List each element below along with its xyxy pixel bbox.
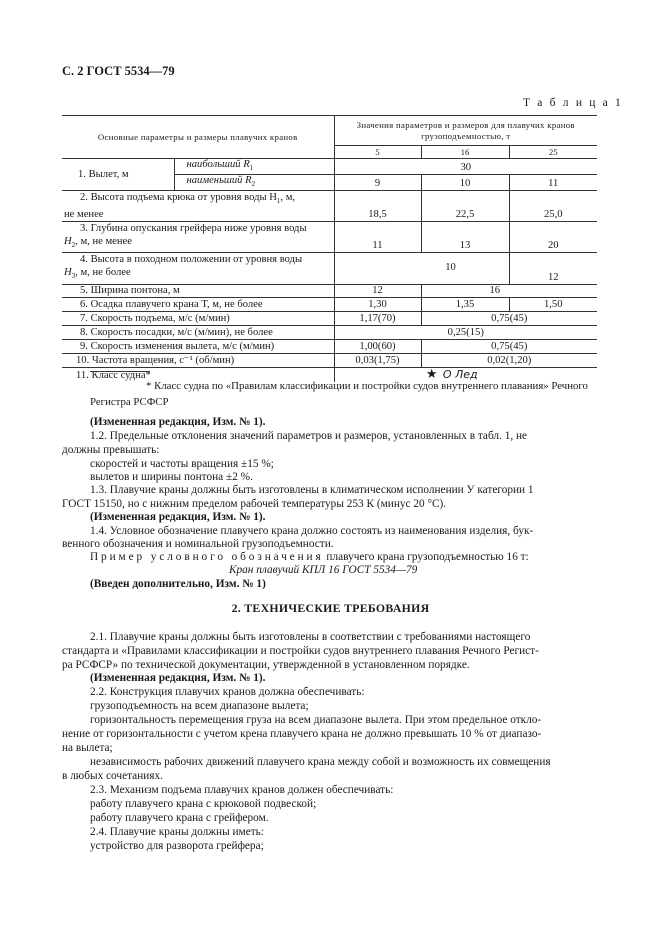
row-outreach-min-label: наименьший $R_2$ bbox=[174, 175, 334, 191]
tolerance-speed: скоростей и частоты вращения ±15 %; bbox=[90, 458, 274, 470]
row-outreach-label: 1. Вылет, м bbox=[62, 159, 174, 191]
paragraph-1-4: 1.4. Условное обозначение плавучего крана должно состоять из наименования изделия, бук- bbox=[90, 525, 534, 537]
row-vessel-class-label: 11. Класс судна* bbox=[62, 367, 334, 382]
row-outreach-speed-label: 9. Скорость изменения вылета, м/с (м/мин) bbox=[62, 339, 334, 353]
row-draft-5: 1,30 bbox=[334, 297, 421, 311]
paragraph-2-2: 2.2. Конструкция плавучих кранов должна обеспечивать: bbox=[90, 686, 365, 698]
row-outreach-min-16: 10 bbox=[421, 175, 509, 191]
capacity-16: 16 bbox=[421, 146, 509, 159]
row-draft-label: 6. Осадка плавучего крана T, м, не более bbox=[62, 297, 334, 311]
list-capacity: грузоподъемность на всем диапазоне вылета; bbox=[90, 700, 309, 712]
paragraph-2-3: 2.3. Механизм подъема плавучих кранов должен обеспечивать: bbox=[90, 784, 394, 796]
list-horizontality-cont1: нение от горизонтальности с учетом крена плавучего крана не должно превышать 10 % от диапазо- bbox=[62, 728, 542, 740]
row-outreach-max-value: 30 bbox=[334, 159, 597, 175]
list-horizontality-cont2: на вылета; bbox=[62, 742, 113, 754]
row-lift-speed-label: 7. Скорость подъема, м/с (м/мин) bbox=[62, 311, 334, 325]
amendment-note-3: (Введен дополнительно, Изм. № 1) bbox=[90, 578, 266, 590]
capacity-25: 25 bbox=[509, 146, 597, 159]
page-header: С. 2 ГОСТ 5534—79 bbox=[62, 64, 175, 78]
paragraph-1-2-cont: должны превышать: bbox=[62, 444, 160, 456]
paragraph-1-2: 1.2. Предельные отклонения значений параметров и размеров, установленных в табл. 1, не bbox=[90, 430, 528, 442]
amendment-note-1: (Измененная редакция, Изм. № 1). bbox=[90, 416, 266, 428]
parameters-table bbox=[62, 115, 597, 382]
designation-code: Кран плавучий КПЛ 16 ГОСТ 5534—79 bbox=[229, 564, 418, 576]
row-outreach-speed-5: 1,00(60) bbox=[334, 339, 421, 353]
table-caption: Т а б л и ц а 1 bbox=[523, 97, 624, 109]
row-landing-speed-label: 8. Скорость посадки, м/с (м/мин), не более bbox=[62, 325, 334, 339]
row-outreach-max-label: наибольший $R_1$ bbox=[174, 159, 334, 175]
row-grab-depth-label: 3. Глубина опускания грейфера ниже уровня воды $H_2$, м, не менее bbox=[62, 222, 334, 253]
row-hook-height-5: 18,5 bbox=[334, 191, 421, 222]
row-draft-16: 1,35 bbox=[421, 297, 509, 311]
row-outreach-speed-16-25: 0,75(45) bbox=[421, 339, 597, 353]
amendment-note-4: (Измененная редакция, Изм. № 1). bbox=[90, 672, 266, 684]
row-grab-depth-25: 20 bbox=[509, 222, 597, 253]
row-pontoon-width-label: 5. Ширина понтона, м bbox=[62, 284, 334, 297]
row-outreach-min-25: 11 bbox=[509, 175, 597, 191]
row-transport-height-5-16: 10 bbox=[334, 253, 509, 284]
capacity-5: 5 bbox=[334, 146, 421, 159]
tolerance-outreach: вылетов и ширины понтона ±2 %. bbox=[90, 471, 253, 483]
values-header: Значения параметров и размеров для плавучих кранов грузоподъемностью, т bbox=[334, 116, 597, 146]
row-rotation-label: 10. Частота вращения, с⁻¹ (об/мин) bbox=[62, 353, 334, 367]
row-lift-speed-16-25: 0,75(45) bbox=[421, 311, 597, 325]
row-grab-depth-5: 11 bbox=[334, 222, 421, 253]
row-rotation-5: 0,03(1,75) bbox=[334, 353, 421, 367]
star-icon: ★ bbox=[425, 366, 438, 382]
row-draft-25: 1,50 bbox=[509, 297, 597, 311]
row-hook-height-25: 25,0 bbox=[509, 191, 597, 222]
row-rotation-16-25: 0,02(1,20) bbox=[421, 353, 597, 367]
paragraph-2-4: 2.4. Плавучие краны должны иметь: bbox=[90, 826, 264, 838]
paragraph-2-1: 2.1. Плавучие краны должны быть изготовлены в соответствии с требованиями настоящего bbox=[90, 631, 531, 643]
footnote: * Класс судна по «Правилам классификации и постройки судов внутреннего плавания» Речного Регистра РСФСР bbox=[90, 380, 588, 408]
row-hook-height-label: 2. Высота подъема крюка от уровня воды $H_1$, м, не менее bbox=[62, 191, 334, 222]
list-hook-work: работу плавучего крана с крюковой подвеской; bbox=[90, 798, 317, 810]
paragraph-1-3-cont: ГОСТ 15150, но с нижним пределом рабочей температуры 253 К (минус 20 °С). bbox=[62, 498, 447, 510]
row-transport-height-label: 4. Высота в походном положении от уровня воды $H_3$, м, не более bbox=[62, 253, 334, 284]
list-horizontality: горизонтальность перемещения груза на всем диапазоне вылета. При этом предельное откло- bbox=[90, 714, 542, 726]
list-grab-rotation: устройство для разворота грейфера; bbox=[90, 840, 264, 852]
row-pontoon-width-16-25: 16 bbox=[421, 284, 597, 297]
paragraph-1-3: 1.3. Плавучие краны должны быть изготовлены в климатическом исполнении У категории 1 bbox=[90, 484, 534, 496]
row-transport-height-25: 12 bbox=[509, 253, 597, 284]
paragraph-2-1-cont1: стандарта и «Правилами классификации и постройки судов внутреннего плавания Речного Регист- bbox=[62, 645, 539, 657]
row-outreach-min-5: 9 bbox=[334, 175, 421, 191]
row-pontoon-width-5: 12 bbox=[334, 284, 421, 297]
footnote-rule bbox=[90, 371, 150, 372]
row-lift-speed-5: 1,17(70) bbox=[334, 311, 421, 325]
paragraph-1-4-cont: венного обозначения и номинальной грузоподъемности. bbox=[62, 538, 334, 550]
amendment-note-2: (Измененная редакция, Изм. № 1). bbox=[90, 511, 266, 523]
list-independence-cont: в любых сочетаниях. bbox=[62, 770, 163, 782]
section-title: 2. ТЕХНИЧЕСКИЕ ТРЕБОВАНИЯ bbox=[231, 601, 430, 615]
row-vessel-class-value: ★ О Лед bbox=[334, 367, 597, 382]
list-grab-work: работу плавучего крана с грейфером. bbox=[90, 812, 269, 824]
list-independence: независимость рабочих движений плавучего крана между собой и возможность их совмещения bbox=[90, 756, 551, 768]
paragraph-2-1-cont2: ра РСФСР» по технической документации, утвержденной в установленном порядке. bbox=[62, 659, 470, 671]
row-grab-depth-16: 13 bbox=[421, 222, 509, 253]
row-landing-speed-value: 0,25(15) bbox=[334, 325, 597, 339]
row-hook-height-16: 22,5 bbox=[421, 191, 509, 222]
param-header: Основные параметры и размеры плавучих кранов bbox=[62, 116, 334, 159]
designation-example: Пример условного обозначения плавучего крана грузоподъемностью 16 т: bbox=[90, 551, 529, 563]
